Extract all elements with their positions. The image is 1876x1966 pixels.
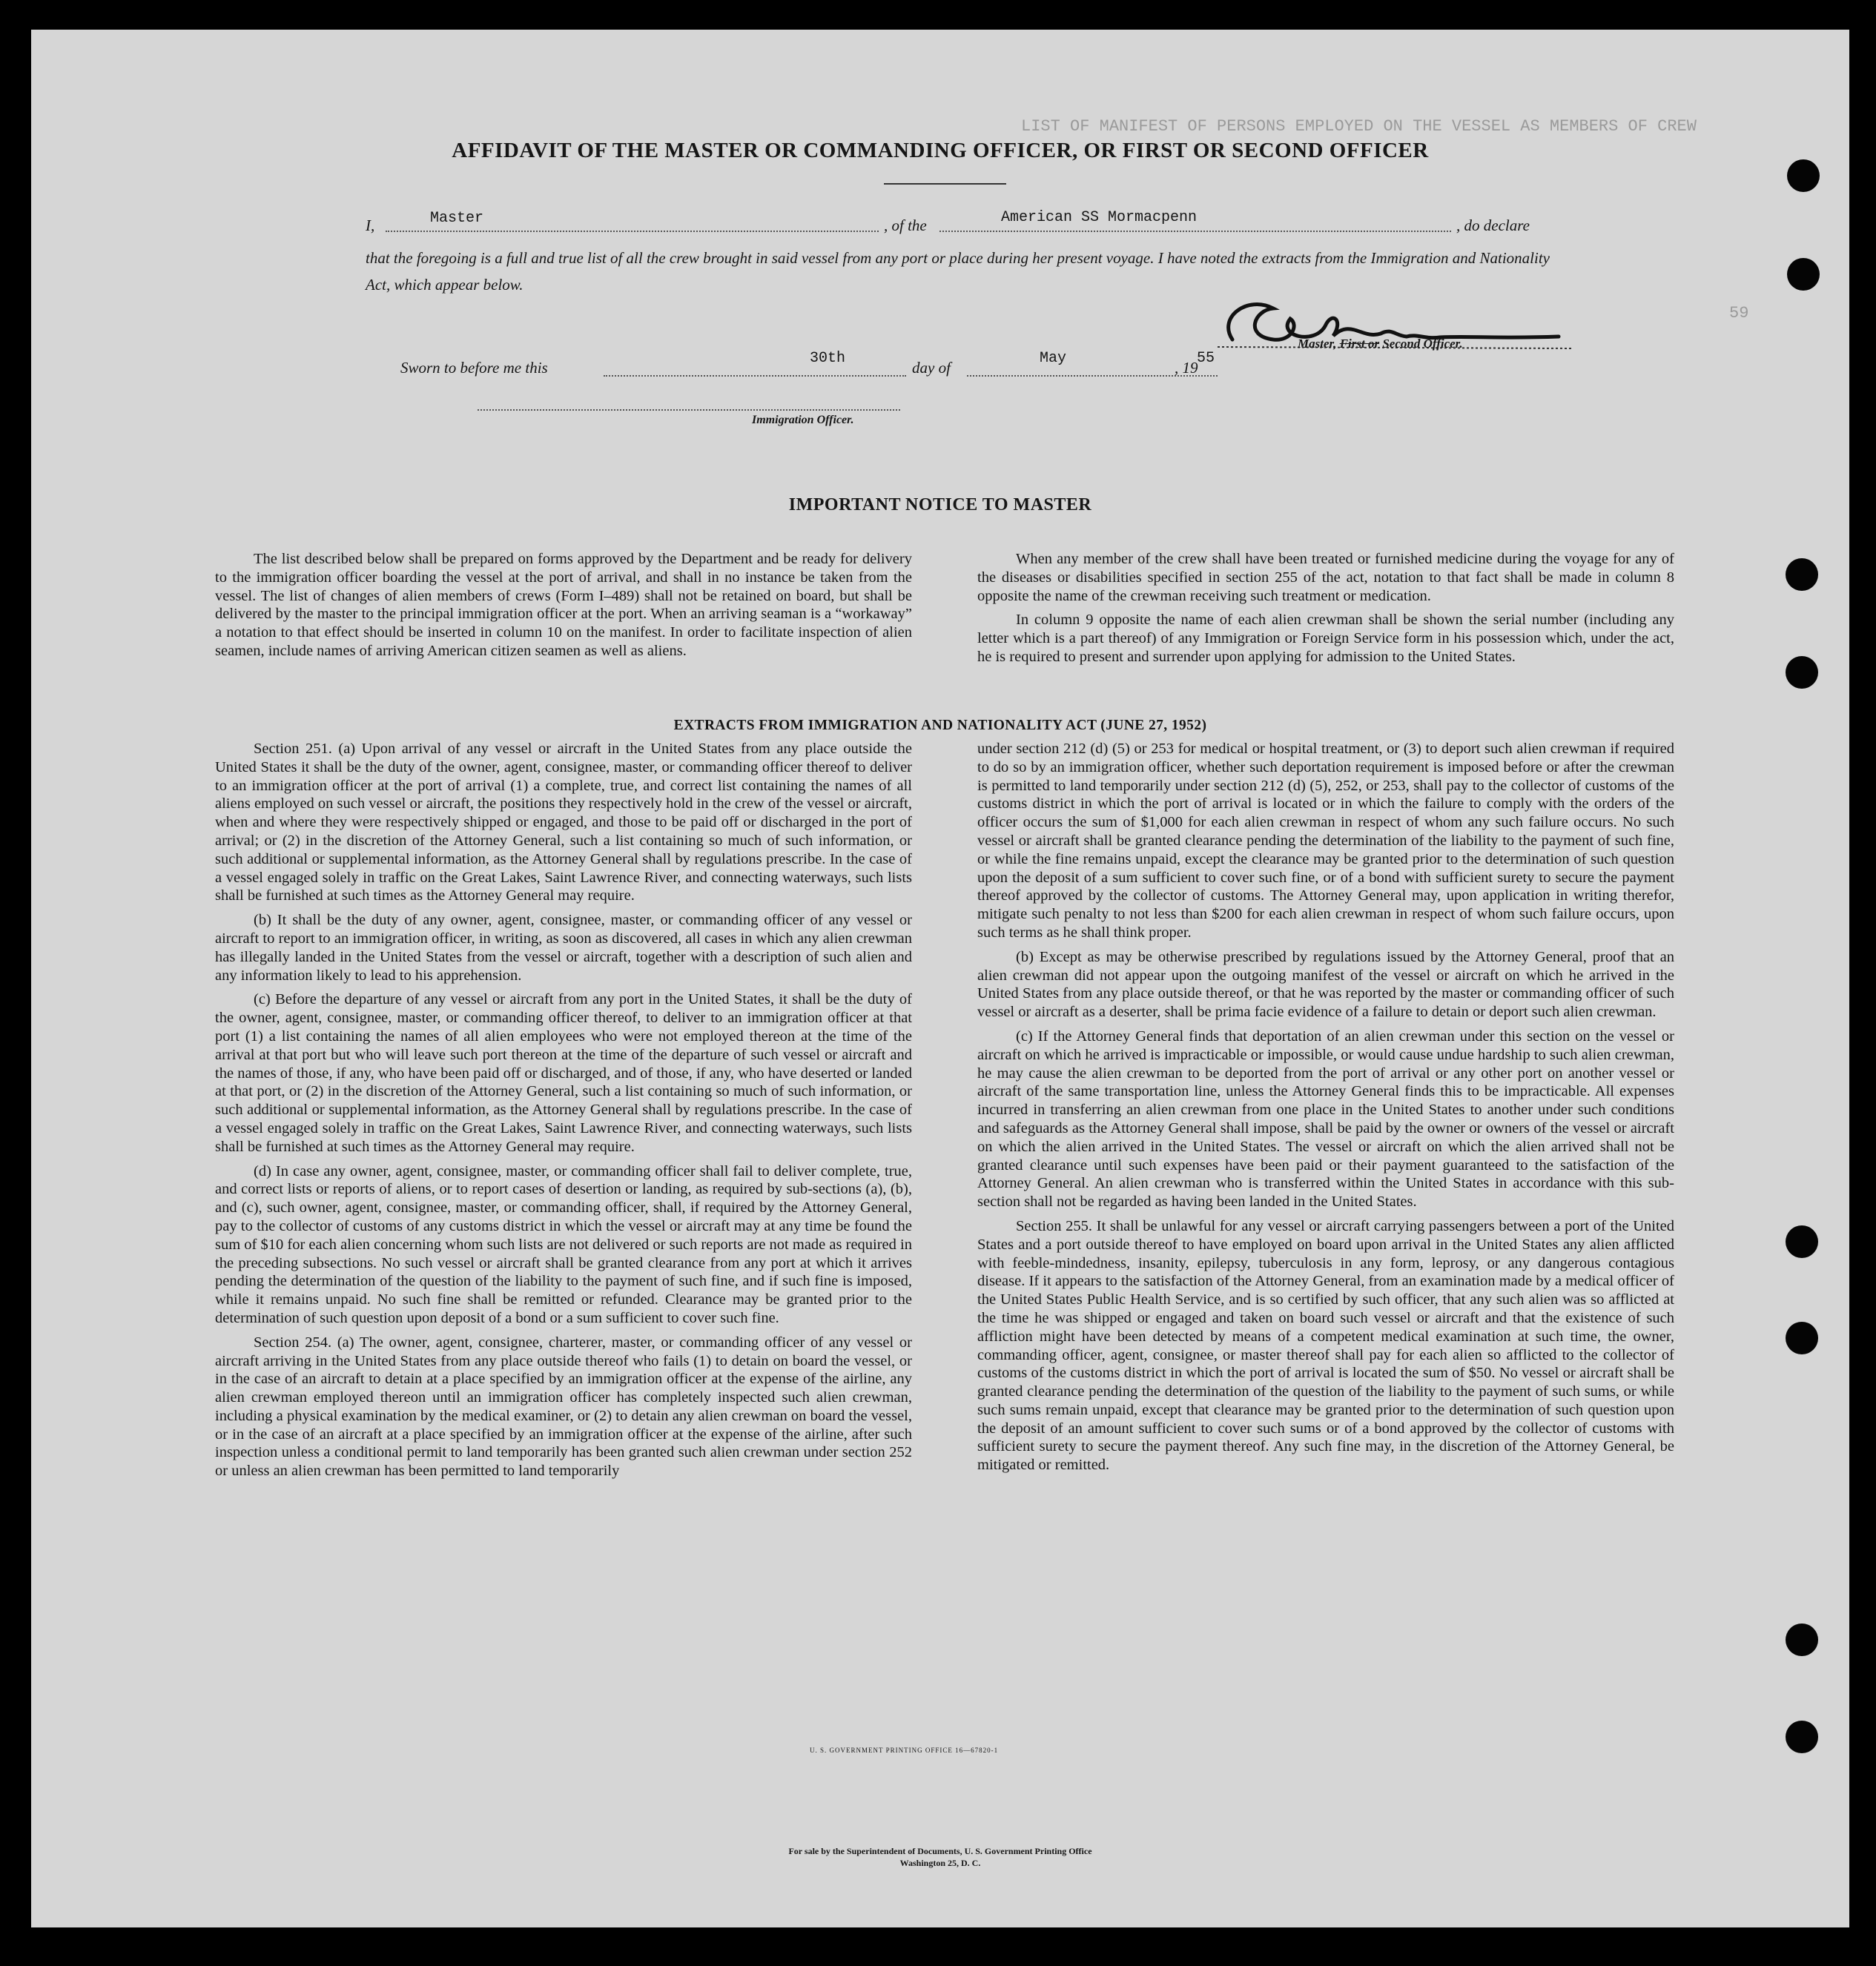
- day-field: [604, 357, 906, 377]
- punch-hole: [1787, 159, 1820, 192]
- do-declare-label: , do declare: [1456, 216, 1530, 234]
- notice-left-column: [215, 550, 912, 666]
- year-prefix: , 19: [1175, 359, 1198, 377]
- bleed-through-column-number: 59: [1729, 304, 1749, 322]
- immigration-officer-line: [478, 405, 900, 411]
- title-divider: [884, 183, 1006, 185]
- section-251-a: Section 251. (a) Upon arrival of any vessel or aircraft in the United States from any place outside the United States it shall be the duty of the owner, agent, consignee, master, or commanding officer thereof to deliver to an immigration officer at the port of arrival (1) a complete, true, and correct list containing the names of all aliens employed on such vessel or aircraft, the positions they respectively hold in the crew of the vessel or aircraft, when and where they were respectively shipped or engaged, and those to be paid off or discharged in the port of arrival; or (2) in the discretion of the Attorney General, such a list containing so much of such information, or such additional or supplemental information, as the Attorney General shall by regulations prescribe. In the case of a vessel engaged solely in traffic on the Great Lakes, Saint Lawrence River, and connecting waterways, such lists shall be furnished at such times as the Attorney General may require.: [215, 741, 912, 904]
- master-signature: [1203, 265, 1588, 377]
- notice-paragraph: When any member of the crew shall have been treated or furnished medicine during the voyage for any of the diseases or disabilities specified in section 255 of the act, notation to that fact shall be made in column 8 opposite the name of the crewman receiving such treatment or medication.: [977, 551, 1674, 604]
- signature-caption-master: Master,: [1298, 337, 1337, 351]
- section-255: Section 255. It shall be unlawful for any vessel or aircraft carrying passengers between a port of the United States and a port outside thereof to have employed on board upon arrival in the United States any alien afflicted with feeble-mindedness, insanity, epilepsy, tuberculosis in any form, leprosy, or any dangerous contagious disease. If it appears to the satisfaction of the Attorney General, from an examination made by a medical officer of the United States Public Health Service, and is so certified by such officer, that any such alien was so afflicted at the time he was shipped or engaged and taken on board such vessel or aircraft and that the existence of such affliction might have been detected by means of a competent medical examination at such time, the owner, commanding officer, agent, consignee, or master thereof shall pay for each alien so afflicted to the collector of customs of the customs district in which the port of arrival is located the sum of $50. No vessel or aircraft shall be granted clearance pending the determination of the question of the liability to the payment of such sums, or while such sums remain unpaid, except that clearance may be granted prior to the determination of such question upon the deposit of an amount sufficient to cover such sums or of a bond approved by the collector of customs with sufficient surety to secure the payment thereof. Any such fine may, in the discretion of the Attorney General, be mitigated or remitted.: [977, 1217, 1674, 1474]
- day-value: 30th: [810, 350, 846, 367]
- document-page: [31, 30, 1849, 1927]
- punch-hole: [1786, 656, 1818, 689]
- notice-paragraph: The list described below shall be prepared on forms approved by the Department and be ready for delivery to the immigration officer boarding the vessel at the port of arrival, and shall in no instance be taken from the vessel. The list of changes of alien members of crews (Form I–489) shall not be retained on board, but shall be delivered by the master to the principal immigration officer at the port. When an arriving seaman is a “workaway” a notation to that effect should be inserted in column 10 on the manifest. In order to facilitate inspection of alien seamen, include names of arriving American citizen seamen as well as aliens.: [215, 551, 912, 659]
- vessel-value: American SS Mormacpenn: [1001, 209, 1198, 226]
- punch-hole: [1786, 1721, 1818, 1753]
- section-251-d: (d) In case any owner, agent, consignee, master, or commanding officer shall fail to deliver complete, true, and correct lists or reports of aliens, or to report cases of desertion or landing, as required by sub-sections (a), (b), and (c), such owner, agent, consignee, master, or commanding officer, shall, if required by the Attorney General, pay to the collector of customs of any customs district in which the vessel or aircraft may at any time be found the sum of $10 for each alien concerning whom such lists are not delivered or such reports are not made as required in the preceding subsections. No such vessel or aircraft shall be granted clearance from any port at which it arrives pending the determination of the question of the liability to the payment of such fine, and if such fine is imposed, while it remains unpaid. No such fine shall be remitted or refunded. Clearance may be granted prior to the determination of such question upon deposit of a bond or a sum sufficient to cover such fine.: [215, 1162, 912, 1326]
- declaration-text: that the foregoing is a full and true list of all the crew brought in said vessel from any port or place during her present voyage. I have noted the extracts from the Immigration and Nationality Act, which appear below.: [366, 249, 1550, 294]
- footer-address: Washington 25, D. C.: [899, 1858, 981, 1868]
- month-value: May: [1040, 350, 1067, 367]
- extracts-right-column: [977, 740, 1674, 1480]
- punch-hole: [1786, 1322, 1818, 1354]
- punch-hole: [1786, 1225, 1818, 1258]
- printing-office-code: U. S. GOVERNMENT PRINTING OFFICE 16—67820-1: [810, 1747, 999, 1754]
- section-254-a-continued: under section 212 (d) (5) or 253 for medical or hospital treatment, or (3) to deport such alien crewman if required to do so by an immigration officer, whether such deportation requirement is imposed before or after the crewman is permitted to land temporarily under section 212 (d) (5), 252, or 253, shall pay to the collector of customs of the customs district in which the port of arrival is located or in which the failure to comply with the orders of the officer occurs the sum of $1,000 for each alien crewman in respect of whom any such failure occurs. No such vessel or aircraft shall be granted clearance pending the determination of the liability to the payment of such fine, or while the fine remains unpaid, except the clearance may be granted prior to the determination of such question upon the deposit of a sum sufficient to cover such fine, or of a bond with sufficient surety to secure the payment thereof approved by the collector of customs. The Attorney General may, upon application in writing therefor, mitigate such penalty to not less than $200 for each alien crewman in respect of whom such failure occurs, upon such terms as he shall think proper.: [977, 741, 1674, 941]
- declaration-prefix: I,: [366, 216, 375, 234]
- extracts-title: EXTRACTS FROM IMMIGRATION AND NATIONALITY ACT (JUNE 27, 1952): [673, 718, 1207, 733]
- bleed-through-text: LIST OF MANIFEST OF PERSONS EMPLOYED ON THE VESSEL AS MEMBERS OF CREW: [1021, 117, 1697, 136]
- footer-sale-line: For sale by the Superintendent of Documents, U. S. Government Printing Office: [788, 1846, 1092, 1856]
- section-251-b: (b) It shall be the duty of any owner, agent, consignee, master, or commanding officer of any vessel or aircraft to report to an immigration officer, in writing, as soon as discovered, all cases in which any alien crewman has illegally landed in the United States from the vessel or aircraft, together with a description of such alien and any information likely to lead to his apprehension.: [215, 912, 912, 984]
- of-the-label: , of the: [884, 216, 927, 234]
- day-of-label: day of: [912, 359, 951, 377]
- affidavit-title: AFFIDAVIT OF THE MASTER OR COMMANDING OFFICER, OR FIRST OR SECOND OFFICER: [452, 139, 1429, 162]
- section-254-b: (b) Except as may be otherwise prescribed by regulations issued by the Attorney General, proof that an alien crewman did not appear upon the outgoing manifest of the vessel or aircraft on which he arrived in the United States from any place outside thereof, or that he was reported by the master or commanding officer of such vessel or aircraft as a deserter, shall be prima facie evidence of a failure to detain or deport such alien crewman.: [977, 948, 1674, 1021]
- notice-title: IMPORTANT NOTICE TO MASTER: [788, 495, 1092, 514]
- section-254-a: Section 254. (a) The owner, agent, consignee, charterer, master, or commanding officer of any vessel or aircraft arriving in the United States from any place outside thereof who fails (1) to detain on board the vessel, or in the case of an aircraft to detain at a place specified by an immigration officer at the expense of the airline, any alien crewman employed thereon until an immigration officer has completely inspected such alien crewman, including a physical examination by the medical examiner, or (2) to detain any alien crewman on board the vessel, or in the case of an aircraft at a place specified by an immigration officer at the expense of the airline, after such inspection unless a conditional permit to land temporarily has been granted such alien crewman under section 252 or unless an alien crewman has been permitted to land temporarily: [215, 1334, 912, 1480]
- signature-caption: [1298, 337, 1463, 351]
- signature-caption-second: Second Officer.: [1382, 337, 1463, 351]
- notice-paragraph: In column 9 opposite the name of each alien crewman shall be shown the serial number (including any letter which is a part thereof) of any Immigration or Foreign Service form in his possession which, under the act, he is required to present and surrender upon applying for admission to the United States.: [977, 612, 1674, 665]
- extracts-left-column: [215, 740, 912, 1486]
- master-value: Master: [430, 210, 484, 227]
- signature-caption-first: First or: [1339, 337, 1380, 351]
- section-254-c: (c) If the Attorney General finds that deportation of an alien crewman under this section on the vessel or aircraft on which he arrived is impracticable or impossible, or would cause undue hardship to such alien crewman, he may cause the alien crewman to be deported from the port of arrival or any other port on another vessel or aircraft of the same transportation line, unless the Attorney General finds this to be impracticable. All expenses incurred in transferring an alien crewman from one place in the United States to another under such conditions and safeguards as the Attorney General shall impose, shall be paid by the owner or owners of the vessel or aircraft on which the alien arrived in the United States. The vessel or aircraft on which the alien arrived shall not be granted clearance until such expenses have been paid or their payment guaranteed to the satisfaction of the Attorney General. An alien crewman who is transferred within the United States in accordance with this sub-section shall not be regarded as having been landed in the United States.: [977, 1027, 1674, 1211]
- punch-hole: [1786, 1624, 1818, 1656]
- section-251-c: (c) Before the departure of any vessel or aircraft from any port in the United States, it shall be the duty of the owner, agent, consignee, master, or commanding officer thereof, to deliver to an immigration officer at that port (1) a list containing the names of all alien employees who were not employed thereon at the time of the arrival at that port but who will leave such port thereon at the time of the departure of such vessel or aircraft and the names of those, if any, who have been paid off or discharged, and of those, if any, who have deserted or landed at that port, or (2) in the discretion of the Attorney General, such a list containing so much of such information, or such additional or supplemental information, as the Attorney General shall by regulations prescribe. In the case of a vessel engaged solely in traffic on the Great Lakes, Saint Lawrence River, and connecting waterways, such lists shall be furnished at such times as the Attorney General may require.: [215, 991, 912, 1155]
- punch-hole: [1786, 558, 1818, 591]
- punch-hole: [1787, 258, 1820, 291]
- sworn-label: Sworn to before me this: [400, 359, 548, 377]
- year-value: 55: [1197, 350, 1215, 367]
- immigration-officer-label: Immigration Officer.: [752, 414, 854, 426]
- notice-right-column: [977, 550, 1674, 672]
